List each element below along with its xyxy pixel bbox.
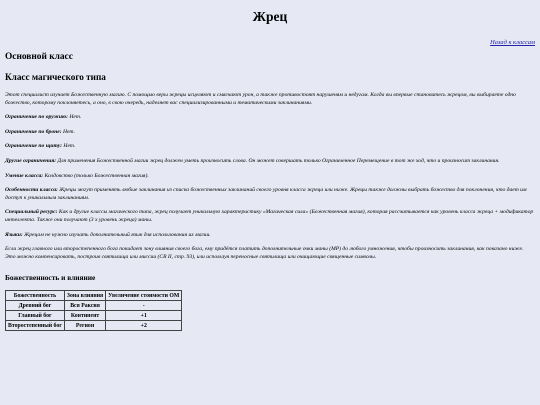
table-cell: Главный бог: [6, 311, 65, 321]
field-class-features: [5, 187, 535, 202]
field-label: Ограничение по броне:: [5, 128, 62, 135]
field-label: Ограничение по оружию:: [5, 114, 68, 121]
table-row: [6, 301, 182, 311]
field-text: Нет.: [67, 114, 82, 121]
field-label: Языки:: [5, 231, 23, 238]
field-armor-restriction: [5, 129, 535, 137]
field-text: Нет.: [62, 143, 76, 150]
back-link-container: [5, 39, 535, 46]
subsection-heading-magic-type: Класс магического типа: [5, 72, 106, 82]
field-weapon-restriction: [5, 114, 535, 122]
table-header-row: [6, 291, 182, 301]
field-text: Нет.: [61, 128, 75, 135]
field-languages: [5, 232, 535, 240]
field-text: Жрецы могут применять любые заклинания из списка божественных заклинаний своего уровня класса жреца или ниже. Жрецы также должны выбрать божество для поклонения, что дает им доступ к уникальным заклинаниям.: [5, 187, 527, 201]
field-special-resource: [5, 209, 535, 224]
field-text: Для применения Божественной магии жрец должен уметь произносить слова. Он может совершать только Ограниченное Перемещение в тот же ход, что и произносит заклинания.: [56, 157, 500, 164]
table-cell: Регион: [64, 321, 105, 331]
field-label: Ограничение по щиту:: [5, 143, 62, 150]
table-cell: Вся Раксия: [64, 301, 105, 311]
field-text: Колдовство (только Божественная магия).: [43, 172, 149, 179]
column-header: Зона влияния: [64, 291, 105, 301]
field-other-restrictions: [5, 158, 535, 166]
field-label: Умение класса:: [5, 172, 44, 179]
page-title: Жрец: [252, 9, 288, 24]
field-label: Особенности класса:: [5, 187, 58, 194]
back-to-classes-link[interactable]: Назад к классам: [490, 39, 535, 46]
closing-paragraph: Если жрец главного или второстепенного бога покидает зону влияния своего бога, ему придётся платить дополнительные очки маны (МР) до любого умножения, чтобы произносить заклинания, как показано ниже. Это можно компенсировать, построив святилища или миссии (CR II, стр. 93), или используя переносные святилища или очищающие священные символы.: [5, 246, 524, 260]
field-class-skill: [5, 173, 535, 181]
field-text: Как и другие классы магического типа, жрец получает уникальную характеристику «Магическая сила» (Божественная магия), которая рассчитывается как уровень класса жреца + модификатор интеллекта. Также они получают (3 x уровень жреца) маны.: [5, 209, 534, 223]
field-label: Другие ограничения:: [5, 157, 57, 164]
table-cell: Второстепенный бог: [6, 321, 65, 331]
table-row: [6, 311, 182, 321]
table-row: [6, 321, 182, 331]
field-label: Специальный ресурс:: [5, 209, 58, 216]
section-heading-divinity: Божественность и влияние: [5, 273, 96, 283]
divinity-table: [5, 290, 182, 331]
field-shield-restriction: [5, 143, 535, 151]
section-heading-main-class: Основной класс: [5, 52, 73, 62]
column-header: Увеличение стоимости ОМ: [106, 291, 182, 301]
field-text: Жрецам не нужно изучать дополнительный язык для использования их магии.: [22, 231, 211, 238]
table-cell: +1: [106, 311, 182, 321]
table-cell: Континент: [64, 311, 105, 321]
table-cell: +2: [106, 321, 182, 331]
table-cell: -: [106, 301, 182, 311]
column-header: Божественность: [6, 291, 65, 301]
intro-paragraph: Этот специалист изучает Божественную магию. С помощью веры жрецы исцеляют и смягчают урон, а также противостоят нарушеням и недугам. Когда вы впервые становитесь жрецом, вы выбираете одно божество, которому поклоняетесь, а оно, в свою очередь, наделяет вас специализированными и тематическими заклинаниями.: [5, 92, 516, 106]
table-cell: Древний бог: [6, 301, 65, 311]
